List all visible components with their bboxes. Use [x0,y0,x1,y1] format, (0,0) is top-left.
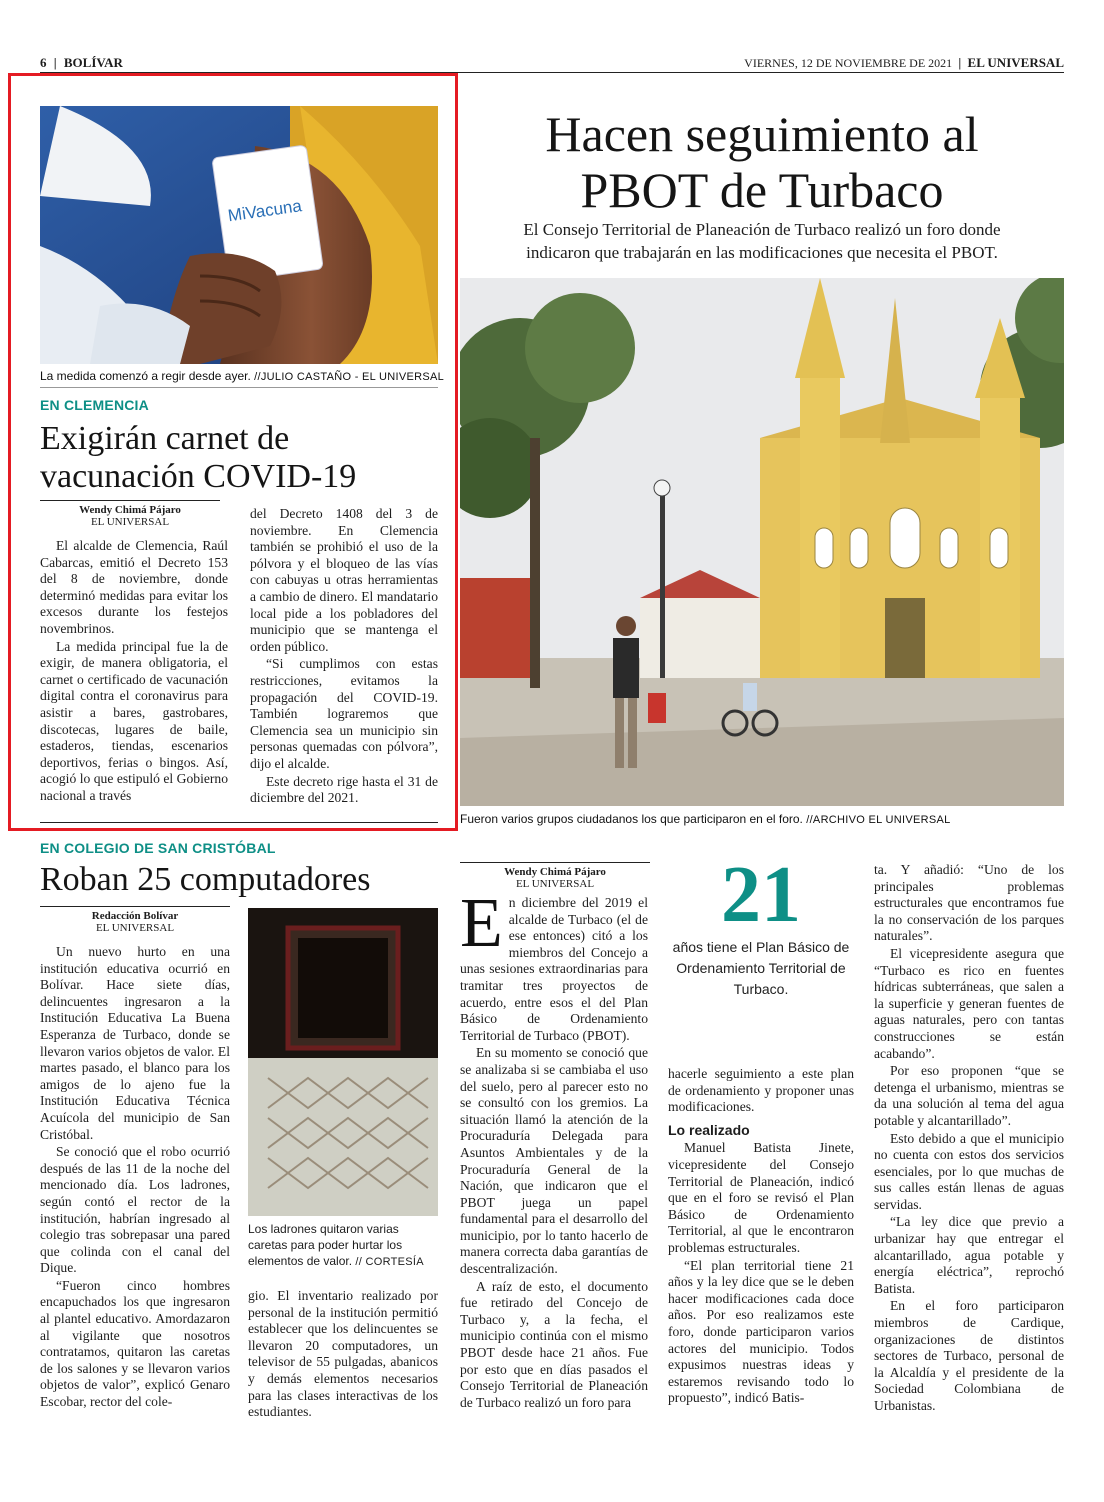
church-photo-art [460,278,1064,806]
robo-headline: Roban 25 computadores [40,861,371,898]
clemencia-byline [40,504,220,528]
school-photo [248,908,438,1216]
turbaco-col2: hacerle seguimiento a este plan de ordenamiento y proponer unas modificaciones. Lo realizado Manuel Batista Jinete, vicepresidente del Consejo Territorial de Planeación, indicó que en el foro se revisó el Plan Básico de Ordenamiento Territorial, al que le encontraron problemas estructurales. “El plan territorial tiene 21 años y la ley dice que se le deben hacer modificaciones cada doce años. Por eso realizamos este foro, donde participaron varios actores del municipio. Todos expusimos nuestras ideas y estaremos revisando todo lo propuesto”, indicó Batis- [668,1066,854,1406]
vaccine-card-label: MiVacuna [226,196,303,226]
robo-kicker: EN COLEGIO DE SAN CRISTÓBAL [40,840,276,856]
robo-byline-author: Redacción Bolívar [91,910,179,922]
clemencia-col2: del Decreto 1408 del 3 de noviembre. En Clemencia también se prohibió el uso de la pólvora y el bloqueo de las vías con cabuyas u otras herramientas a cambio de dinero. El mandatario local pide a los pobladores del municipio que se mantenga el orden público. “Si cumplimos con estas restricciones, evitamos la propagación del COVID-19. También lograremos que Clemencia sea un municipio sin personas quemadas con pólvora”, dijo el alcalde. Este decreto rige hasta el 31 de diciembre del 2021. [250,506,438,806]
turbaco-headline: Hacen seguimiento al PBOT de Turbaco [545,106,979,218]
robo-col2: gio. El inventario realizado por personal de la institución permitió establecer que los delincuentes se llevaron 20 computadores, un televisor de 55 pulgadas, abanicos y demás elementos necesarios para las clases interactivas de los estudiantes. [248,1288,438,1420]
byline-author: Wendy Chimá Pájaro [79,504,181,516]
turbaco-col1: En diciembre del 2019 el alcalde de Turbaco (el de ese entonces) citó a los miembros del Concejo a unas sesiones extraordinarias para tramitar tres proyectos de acuerdo, entre esos el del Plan Básico de Ordenamiento Territorial de Turbaco (PBOT). En su momento se conoció que se analizaba si se cambiaba el uso del suelo, pero al parecer esto no se consultó con los gremios. La situación llamó la atención de la Procuraduría Delegada para Asuntos Ambientales y de la Procuraduría General de la Nación, que indicaron que el PBOT juega un papel fundamental para el desarrollo del municipio, por lo tanto hacerlo de manera correcta daba garantías de descentralización. A raíz de esto, el documento fue retirado del Concejo de Turbaco y, a la fecha, el municipio continúa con el mismo PBOT desde hace 21 años. Fue por esto que en días pasados el Consejo Territorial de Planeación de Turbaco realizó un foro para [460,885,648,1410]
church-photo [460,278,1064,806]
robo-photo-caption: Los ladrones quitaron varias caretas para poder hurtar los elementos de valor. // CORTESÍA [248,1222,424,1268]
stat-caption: años tiene el Plan Básico de Ordenamiento Territorial de Turbaco. [672,939,850,997]
issue-date: VIERNES, 12 DE NOVIEMBRE DE 2021 [744,56,953,70]
robo-photo-credit: // CORTESÍA [355,1256,424,1268]
section-name: BOLÍVAR [63,55,123,70]
robo-byline [40,910,230,934]
vaccination-photo-art [40,106,438,364]
clemencia-photo-caption: La medida comenzó a regir desde ayer. //JULIO CASTAÑO - EL UNIVERSAL [40,369,445,383]
robo-col1: Un nuevo hurto en una institución educativa ocurrió en Bolívar. Hace siete días, delincuentes ingresaron a la Institución Educativa La Buena Esperanza de Turbaco, donde se llevaron varios objetos de valor. El martes pasado, el blanco para los amigos de lo ajeno fue la Institución Educativa Técnica Acuícola del municipio de San Cristóbal. Se conoció que el robo ocurrió después de las 11 de la noche del mencionado día. Los ladrones, según contó el rector de la institución, habrían ingresado al colegio tras sobrepasar una pared que colinda con el canal del Dique. “Fueron cinco hombres encapuchados los que ingresaron al plantel educativo. Amordazaron al vigilante que nosotros contratamos, quitaron las caretas de los salones y se llevaron varios objetos de valor”, explicó Genaro Escobar, rector del cole- [40,944,230,1410]
turbaco-photo-caption: Fueron varios grupos ciudadanos los que participaron en el foro. //ARCHIVO EL UNIVERSAL [460,812,951,826]
page-header-left: 6 | BOLÍVAR [40,55,123,70]
byline-outlet: EL UNIVERSAL [90,516,170,528]
clemencia-kicker: EN CLEMENCIA [40,397,149,413]
drop-cap: E [460,885,503,962]
turbaco-byline-divider [460,862,650,863]
page-header-right: VIERNES, 12 DE NOVIEMBRE DE 2021 | EL UNIVERSAL [744,55,1064,70]
stat-callout [668,850,854,1000]
byline-divider [40,500,220,501]
newspaper-name: EL UNIVERSAL [967,55,1064,70]
caption-divider [40,387,438,388]
school-photo-art [248,908,438,1216]
robo-byline-outlet: EL UNIVERSAL [95,922,175,934]
turbaco-photo-credit: //ARCHIVO EL UNIVERSAL [806,814,951,826]
clemencia-col1: El alcalde de Clemencia, Raúl Cabarcas, emitió el Decreto 153 del 8 de noviembre, donde determinó medidas para evitar los excesos durante los festejos novembrinos. La medida principal fue la de exigir, de manera obligatoria, el carnet o certificado de vacunación digital contra el coronavirus para asistir a bares, gastrobares, discotecas, lugares de baile, estaderos, tiendas, escenarios deportivos, ferias o bingos. Así, acogió lo que estipuló el Gobierno nacional a través [40,538,228,803]
section-divider [40,822,438,823]
turbaco-subhead: Lo realizado [668,1121,750,1138]
turbaco-byline-outlet: EL UNIVERSAL [515,878,595,890]
stat-number: 21 [721,851,801,939]
page-number: 6 [40,55,47,70]
clemencia-headline: Exigirán carnet de vacunación COVID-19 [40,420,357,495]
vaccination-photo [40,106,438,364]
robo-byline-divider [40,906,230,907]
clemencia-photo-credit: //JULIO CASTAÑO - EL UNIVERSAL [254,371,445,383]
turbaco-deck: El Consejo Territorial de Planeación de Turbaco realizó un foro donde indicaron que trabajarán en las modificaciones que necesita el PBOT. [523,220,1001,262]
turbaco-byline-author: Wendy Chimá Pájaro [504,866,606,878]
turbaco-col3: ta. Y añadió: “Uno de los principales problemas estructurales que encontramos fue la no conservación de los parques naturales”. El vicepresidente asegura que “Turbaco es rico en fuentes hídricas subterráneas, que salen a la superficie y generan fuentes de aguas naturales, pero con tantas construcciones se están acabando”. Por eso proponen “que se detenga el urbanismo, mientras se da una solución al tema del agua potable y alcantarillado”. Esto debido a que el municipio no cuenta con estos dos servicios esenciales, por lo que muchas de sus calles están llenas de aguas servidas. “La ley dice que previo a urbanizar hay que entregar el alcantarillado, agua potable y energía eléctrica”, reprochó Batista. En el foro participaron miembros de Cardique, organizaciones de distintos sectores de Turbaco, personal de la Alcaldía y el presidente de la Sociedad Colombiana de Urbanistas. [874,862,1064,1413]
